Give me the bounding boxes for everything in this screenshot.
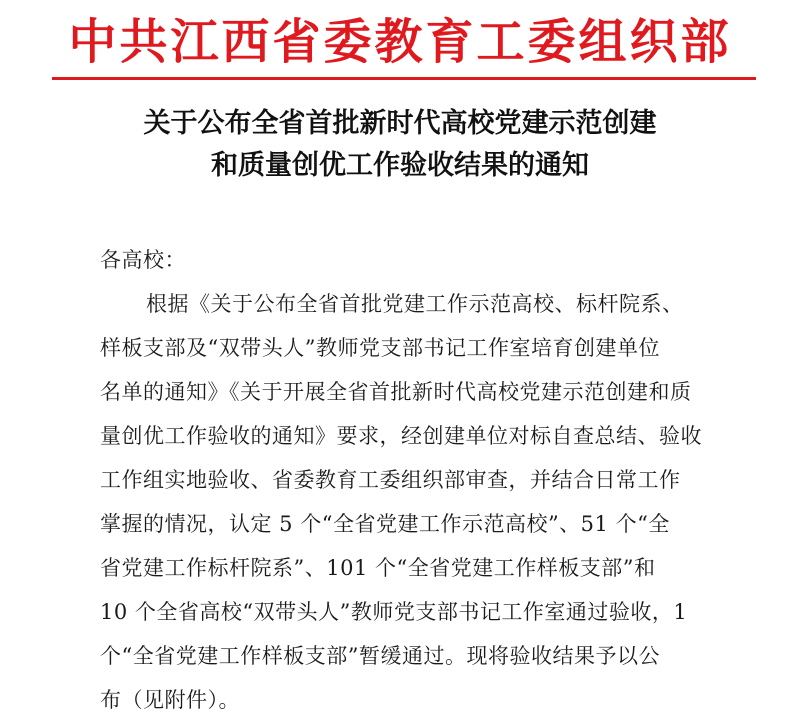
body-line: 根据《关于公布全省首批党建工作示范高校、标杆院系、 (146, 292, 684, 316)
document-body (100, 238, 740, 722)
body-line: 10 个全省高校“双带头人”教师党支部书记工作室通过验收，1 (100, 600, 688, 624)
body-line: 工作组实地验收、省委教育工委组织部审查，并结合日常工作 (100, 468, 681, 492)
salutation: 各高校： (100, 248, 186, 272)
body-line: 量创优工作验收的通知》要求，经创建单位对标自查总结、验收 (100, 424, 702, 448)
body-line: 样板支部及“双带头人”教师党支部书记工作室培育创建单位 (100, 336, 660, 360)
letterhead-title: 中共江西省委教育工委组织部 (68, 14, 732, 70)
letterhead-divider (52, 77, 756, 80)
body-line: 布（见附件）。 (100, 688, 240, 712)
body-line: 个“全省党建工作样板支部”暂缓通过。现将验收结果予以公 (100, 644, 660, 668)
body-line: 省党建工作标杆院系”、101 个“全省党建工作样板支部”和 (100, 556, 656, 580)
title-line-1: 关于公布全省首批新时代高校党建示范创建 (143, 108, 657, 139)
body-line: 掌握的情况，认定 5 个“全省党建工作示范高校”、51 个“全 (100, 512, 670, 536)
body-line: 名单的通知》《关于开展全省首批新时代高校党建示范创建和质 (100, 380, 692, 404)
title-line-2: 和质量创优工作验收结果的通知 (211, 150, 589, 181)
document-title (0, 103, 800, 187)
